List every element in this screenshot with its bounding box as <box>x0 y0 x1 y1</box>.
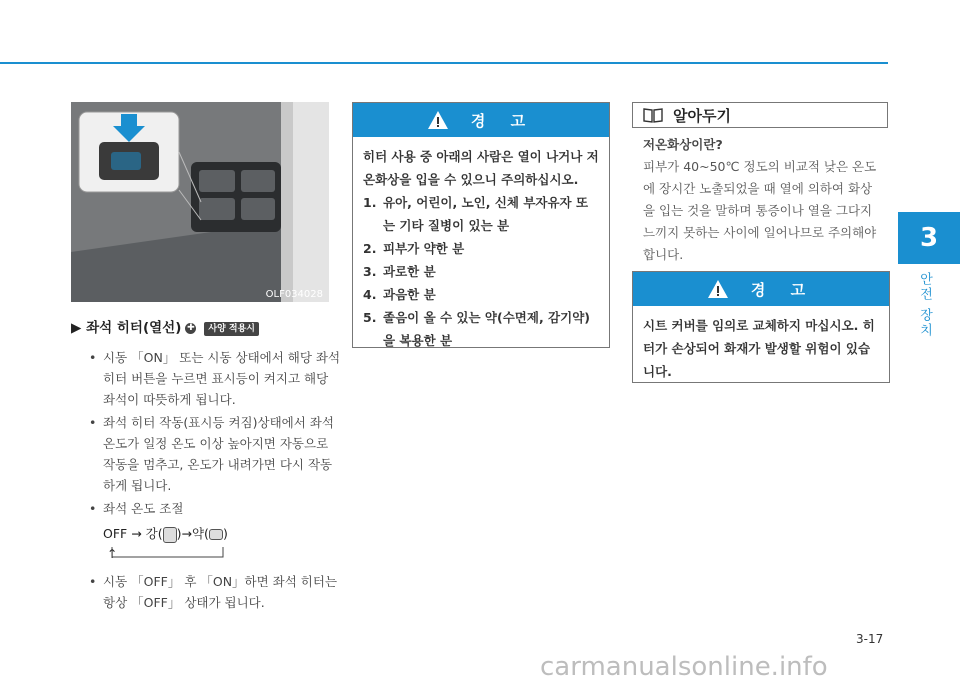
bullet-item: • 시동 「OFF」 후 「ON」하면 좌석 히터는 항상 「OFF」 상태가 됩니다. <box>71 571 341 613</box>
bullet-item: • 좌석 온도 조절 <box>71 498 341 519</box>
list-item: 1. 유아, 어린이, 노인, 신체 부자유자 또는 기타 질병이 있는 분 <box>363 195 589 233</box>
bullet-item: • 시동 「ON」 또는 시동 상태에서 해당 좌석 히터 버튼을 누르면 표시등이 켜지고 해당 좌석이 따뜻하게 됩니다. <box>71 347 341 410</box>
off-label: OFF <box>103 526 128 541</box>
warning-header-1 <box>353 103 609 137</box>
list-item: 2. 피부가 약한 분 <box>363 241 465 256</box>
warning-triangle-icon <box>707 279 729 299</box>
weak-label: )→약( <box>176 526 209 541</box>
option-icon: ✚ <box>187 323 195 333</box>
warning-header-2 <box>633 272 889 306</box>
return-line-icon <box>111 545 231 559</box>
warning-body-1 <box>353 137 609 360</box>
seat-heater-strong-icon <box>163 527 177 543</box>
section-heading <box>71 318 341 339</box>
note-header <box>632 102 888 128</box>
strong-label: 강( <box>145 526 163 541</box>
photo-code: OLF034028 <box>265 289 323 300</box>
close-paren: ) <box>222 526 228 541</box>
top-rule <box>0 62 888 64</box>
note-body <box>643 134 883 266</box>
note-text: 피부가 40~50℃ 정도의 비교적 낮은 온도에 장시간 노출되었을 때 열에 의하여 화상을 입는 것을 말하며 통증이나 열을 그다지 느끼지 못하는 사이에 일어나므로 주의해야 합니다. <box>643 159 877 262</box>
temperature-sequence <box>103 523 228 544</box>
note-question: 저온화상이란? <box>643 137 723 152</box>
option-badge: 사양 적용시 <box>204 322 259 336</box>
warning-box-2 <box>632 271 890 383</box>
warning-title-2: 경 고 <box>750 280 816 299</box>
bullet-list <box>71 347 341 519</box>
temperature-diagram <box>103 523 341 567</box>
list-item: 5. 졸음이 올 수 있는 약(수면제, 감기약)을 복용한 분 <box>363 310 590 348</box>
door-switch-illustration <box>71 102 329 302</box>
list-item: 3. 과로한 분 <box>363 264 436 279</box>
warning-body-2: 시트 커버를 임의로 교체하지 마십시오. 히터가 손상되어 화재가 발생할 위험이 있습니다. <box>643 318 875 379</box>
list-item: 4. 과음한 분 <box>363 287 436 302</box>
chapter-number: 3 <box>919 223 939 253</box>
section-heading-text: ▶ 좌석 히터(열선) <box>71 320 182 336</box>
book-icon <box>643 107 663 123</box>
return-arrow-icon: ↑ <box>107 546 118 561</box>
note-title: 알아두기 <box>673 106 731 125</box>
warning-box-1 <box>352 102 610 348</box>
seat-heater-section <box>71 318 341 615</box>
chapter-label: 안전 장치 <box>917 272 932 339</box>
page-number: 3-17 <box>856 632 884 646</box>
door-switch-photo <box>71 102 329 302</box>
watermark: carmanualsonline.info <box>540 652 828 682</box>
warning-intro: 히터 사용 중 아래의 사람은 열이 나거나 저온화상을 입을 수 있으니 주의하십시오. <box>363 149 599 187</box>
warning-triangle-icon <box>427 110 449 130</box>
chapter-tab <box>898 212 960 264</box>
warning-list <box>363 191 599 352</box>
bullet-list-2 <box>71 571 341 613</box>
seat-heater-weak-icon <box>209 529 223 540</box>
arrow-icon: → <box>131 526 142 541</box>
bullet-item: • 좌석 히터 작동(표시등 켜짐)상태에서 좌석 온도가 일정 온도 이상 높아지면 자동으로 작동을 멈추고, 온도가 내려가면 다시 작동하게 됩니다. <box>71 412 341 496</box>
warning-title-1: 경 고 <box>470 111 536 130</box>
